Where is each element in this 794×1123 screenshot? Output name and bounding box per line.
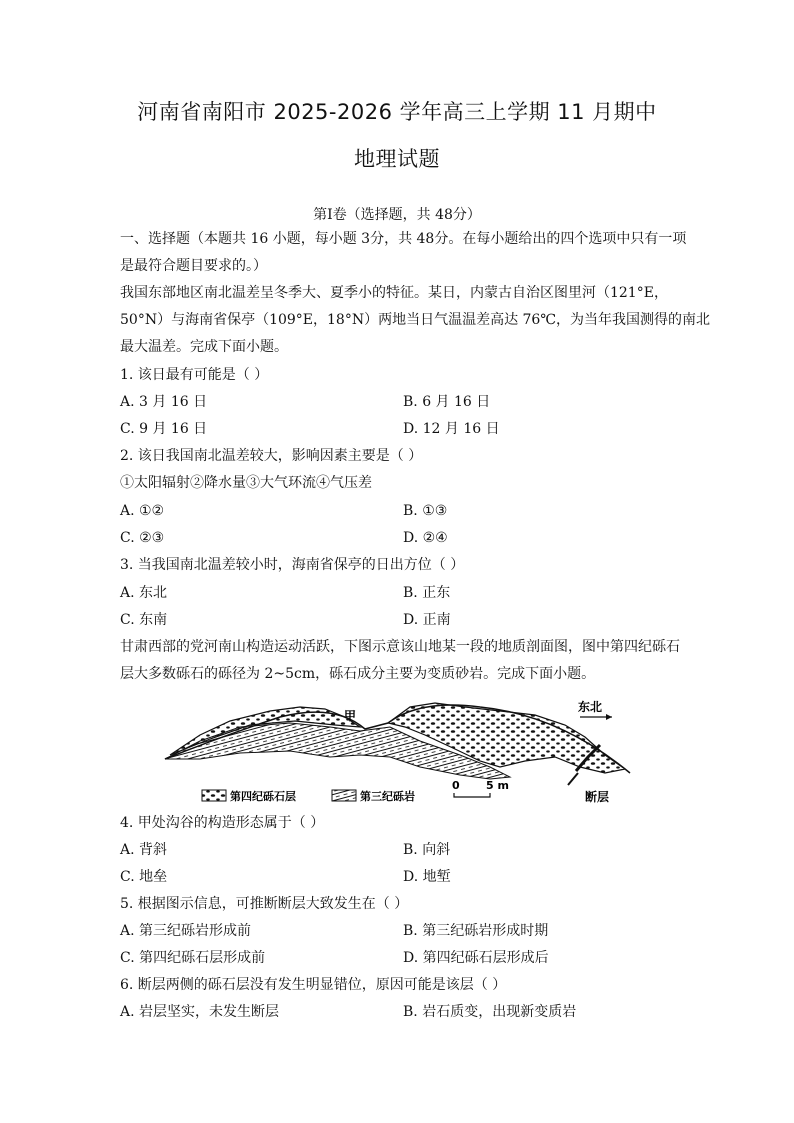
option-c: C. 地垒 bbox=[120, 869, 168, 885]
label-northeast: 东北 bbox=[578, 700, 603, 714]
question-stem: 2. 该日我国南北温差较大，影响因素主要是（ ） bbox=[120, 448, 423, 464]
option-a: A. 东北 bbox=[120, 585, 168, 601]
exam-title: 河南省南阳市 2025-2026 学年高三上学期 11 月期中 bbox=[137, 100, 657, 124]
passage-line: 我国东部地区南北温差呈冬季大、夏季小的特征。某日，内蒙古自治区图里河（121°E， bbox=[120, 285, 668, 301]
question-stem: 3. 当我国南北温差较小时，海南省保亭的日出方位（ ） bbox=[120, 557, 465, 573]
option-b: B. 向斜 bbox=[403, 842, 451, 858]
option-c: C. 第四纪砾石层形成前 bbox=[120, 950, 266, 966]
option-d: D. 地堑 bbox=[403, 869, 451, 885]
scale-zero: 0 bbox=[452, 779, 460, 792]
option-a: A. 第三纪砾岩形成前 bbox=[120, 923, 252, 939]
passage-line: 层大多数砾石的砾径为 2~5cm，砾石成分主要为变质砂岩。完成下面小题。 bbox=[120, 666, 596, 682]
passage-line: 50°N）与海南省保亭（109°E，18°N）两地当日气温温差高达 76℃，为当年我国测得的南北 bbox=[120, 312, 710, 328]
option-a: A. 岩层坚实，未发生断层 bbox=[120, 1004, 280, 1020]
part-heading: 第Ⅰ卷（选择题，共 48分） bbox=[313, 207, 481, 223]
legend-gravel-swatch bbox=[202, 790, 226, 801]
legend-conglomerate-label: 第三纪砾岩 bbox=[360, 790, 415, 803]
option-b: B. ①③ bbox=[403, 503, 448, 519]
option-d: D. ②④ bbox=[403, 530, 448, 546]
option-b: B. 6 月 16 日 bbox=[403, 394, 491, 410]
option-d: D. 12 月 16 日 bbox=[403, 421, 500, 437]
passage-line: 甘肃西部的党河南山构造运动活跃，下图示意该山地某一段的地质剖面图，图中第四纪砾石 bbox=[120, 639, 680, 655]
label-fault: 断层 bbox=[585, 790, 610, 804]
option-b: B. 正东 bbox=[403, 585, 451, 601]
option-a: A. 3 月 16 日 bbox=[120, 394, 208, 410]
option-c: C. 9 月 16 日 bbox=[120, 421, 208, 437]
option-b: B. 第三纪砾岩形成时期 bbox=[403, 923, 549, 939]
section-intro-line: 是最符合题目要求的。） bbox=[120, 258, 267, 274]
legend-gravel-label: 第四纪砾石层 bbox=[230, 790, 296, 803]
section-intro-line: 一、选择题（本题共 16 小题，每小题 3分，共 48分。在每小题给出的四个选项中只有一项 bbox=[120, 231, 687, 247]
label-jia: 甲 bbox=[344, 709, 357, 723]
geologic-cross-section bbox=[160, 697, 640, 809]
option-c: C. 东南 bbox=[120, 612, 168, 628]
option-a: A. 背斜 bbox=[120, 842, 168, 858]
legend-conglomerate-swatch bbox=[332, 790, 356, 801]
option-d: D. 正南 bbox=[403, 612, 451, 628]
question-stem: 6. 断层两侧的砾石层没有发生明显错位，原因可能是该层（ ） bbox=[120, 977, 507, 993]
option-d: D. 第四纪砾石层形成后 bbox=[403, 950, 549, 966]
option-b: B. 岩石质变，出现新变质岩 bbox=[403, 1004, 577, 1020]
question-stem: 4. 甲处沟谷的构造形态属于（ ） bbox=[120, 815, 325, 831]
passage-line: 最大温差。完成下面小题。 bbox=[120, 339, 288, 355]
exam-subject: 地理试题 bbox=[354, 147, 440, 171]
option-c: C. ②③ bbox=[120, 530, 165, 546]
option-a: A. ①② bbox=[120, 503, 165, 519]
scale-end: 5 m bbox=[486, 779, 509, 792]
scale-bar bbox=[454, 793, 490, 797]
question-stem: 1. 该日最有可能是（ ） bbox=[120, 367, 269, 383]
question-stem: 5. 根据图示信息，可推断断层大致发生在（ ） bbox=[120, 896, 409, 912]
question-items: ①太阳辐射②降水量③大气环流④气压差 bbox=[120, 475, 372, 491]
